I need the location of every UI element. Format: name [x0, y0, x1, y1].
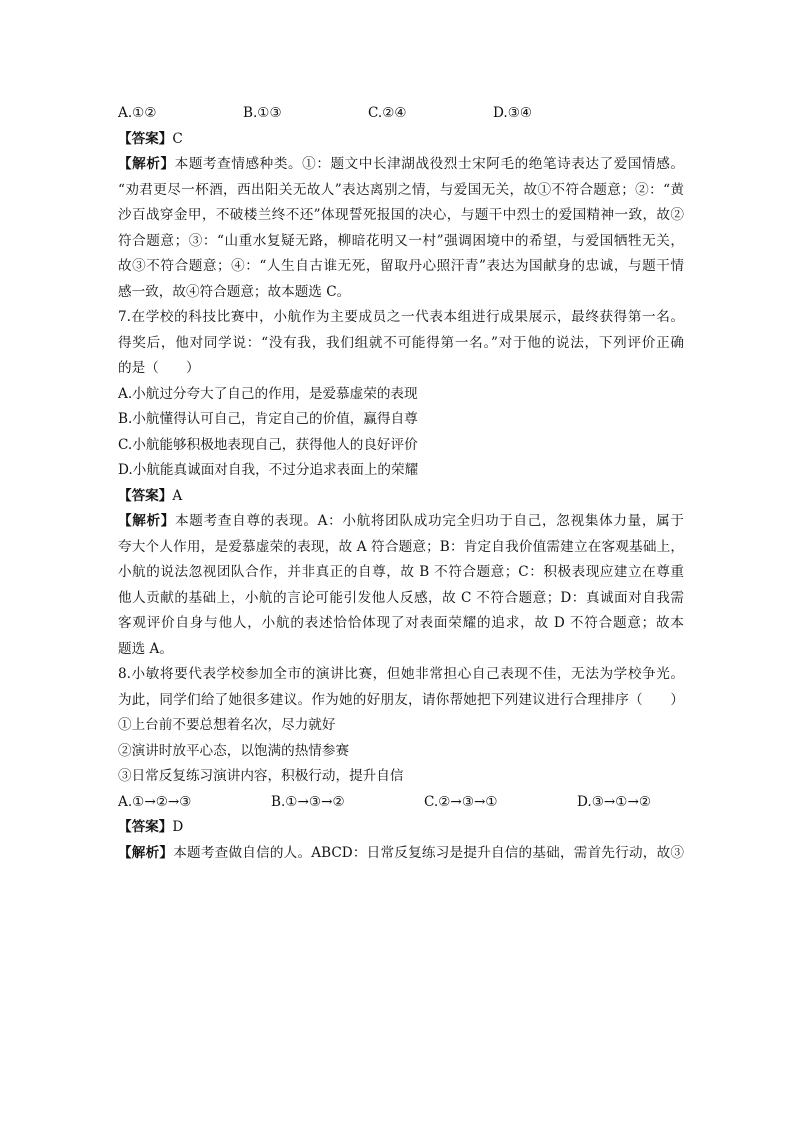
q8-stem-line: 8.小敏将要代表学校参加全市的演讲比赛，但她非常担心自己表现不佳，无法为学校争光。 [118, 666, 684, 682]
q6-option-d: D.③④ [493, 105, 533, 121]
q8-answer [118, 815, 684, 841]
q7-analysis-tag: 【解析】 [118, 513, 176, 529]
q6-analysis-line [118, 152, 684, 178]
q8-option-b: B.①→③→② [271, 793, 345, 810]
q7-answer [118, 484, 684, 510]
q7-option-a: A.小航过分夸大了自己的作用，是爱慕虚荣的表现 [118, 385, 418, 402]
q6-analysis-line: 感一致，故④符合题意；故本题选 C。 [118, 283, 351, 300]
q6-option-a: A.①② [118, 105, 157, 121]
q6-answer-tag: 【答案】 [118, 130, 173, 147]
q8-item-1: ①上台前不要总想着名次，尽力就好 [118, 717, 336, 733]
q7-stem-line: 的是（ ） [118, 360, 200, 376]
q8-item-3: ③日常反复练习演讲内容，积极行动，提升自信 [118, 768, 404, 784]
document-content [118, 101, 684, 866]
q8-analysis-line [118, 841, 684, 867]
q8-stem-line: 为此，同学们给了她很多建议。作为她的好朋友，请你帮她把下列建议进行合理排序（ ） [118, 691, 684, 708]
q6-options [118, 101, 684, 127]
q6-option-c: C.②④ [368, 105, 407, 121]
q7-answer-value: A [172, 487, 183, 504]
q7-option-b: B.小航懂得认可自己，肯定自己的价值，赢得自尊 [118, 411, 418, 427]
q7-stem-line: 7.在学校的科技比赛中，小航作为主要成员之一代表本组进行成果展示，最终获得第一名。 [118, 309, 684, 325]
q8-answer-value: D [172, 819, 184, 835]
q8-options [118, 790, 684, 816]
q7-option-d: D.小航能真诚面对自我，不过分追求表面上的荣耀 [118, 462, 419, 478]
q7-analysis-line: 题选 A。 [118, 640, 173, 657]
q6-analysis-tag: 【解析】 [118, 156, 175, 172]
q6-answer-value: C [172, 130, 183, 147]
q7-analysis-text: 本题考查自尊的表现。A：小航将团队成功完全归功于自己，忽视集体力量，属于 [175, 513, 684, 529]
q6-analysis-text: 本题考查情感种类。①：题文中长津湖战役烈士宋阿毛的绝笔诗表达了爱国情感。 [174, 156, 685, 172]
q6-option-b: B.①③ [243, 105, 282, 121]
q8-item-2: ②演讲时放平心态，以饱满的热情参赛 [118, 742, 350, 759]
q8-option-d: D.③→①→② [577, 793, 652, 810]
q7-analysis-line: 客观评价自身与他人，小航的表述恰恰体现了对表面荣耀的追求，故 D 不符合题意；故本 [118, 615, 684, 631]
q7-answer-tag: 【答案】 [118, 487, 173, 504]
q8-answer-tag: 【答案】 [118, 819, 173, 835]
q8-option-c: C.②→③→① [424, 793, 498, 810]
q6-analysis-line: “劝君更尽一杯酒，西出阳关无故人”表达离别之情，与爱国无关，故①不符合题意；②：“黄 [118, 181, 684, 198]
q7-analysis-line: 小航的说法忽视团队合作，并非真正的自尊，故 B 不符合题意；C：积极表现应建立在尊重 [118, 564, 684, 580]
q6-answer [118, 127, 684, 153]
q8-analysis-tag: 【解析】 [118, 844, 174, 861]
q6-analysis-line: 故③不符合题意；④：“人生自古谁无死，留取丹心照汗青”表达为国献身的忠诚，与题干情 [118, 258, 684, 274]
q7-option-c: C.小航能够积极地表现自己，获得他人的良好评价 [118, 436, 418, 453]
q7-analysis-line [118, 509, 684, 535]
q8-option-a: A.①→②→③ [118, 793, 192, 810]
q7-stem-line: 得奖后，他对同学说：“没有我，我们组就不可能得第一名。”对于他的说法，下列评价正确 [118, 334, 684, 351]
q7-analysis-line: 他人贡献的基础上，小航的言论可能引发他人反感，故 C 不符合题意；D：真诚面对自我需 [118, 589, 684, 606]
q6-analysis-line: 符合题意；③：“山重水复疑无路，柳暗花明又一村”强调困境中的希望，与爱国牺牲无关， [118, 232, 684, 249]
q7-analysis-line: 夸大个人作用，是爱慕虚荣的表现，故 A 符合题意；B：肯定自我价值需建立在客观基础上， [118, 538, 684, 555]
q8-analysis-text: 本题考查做自信的人。ABCD：日常反复练习是提升自信的基础，需首先行动，故③ [173, 844, 685, 861]
q6-analysis-line: 沙百战穿金甲，不破楼兰终不还”体现誓死报国的决心，与题干中烈士的爱国精神一致，故② [118, 207, 684, 223]
